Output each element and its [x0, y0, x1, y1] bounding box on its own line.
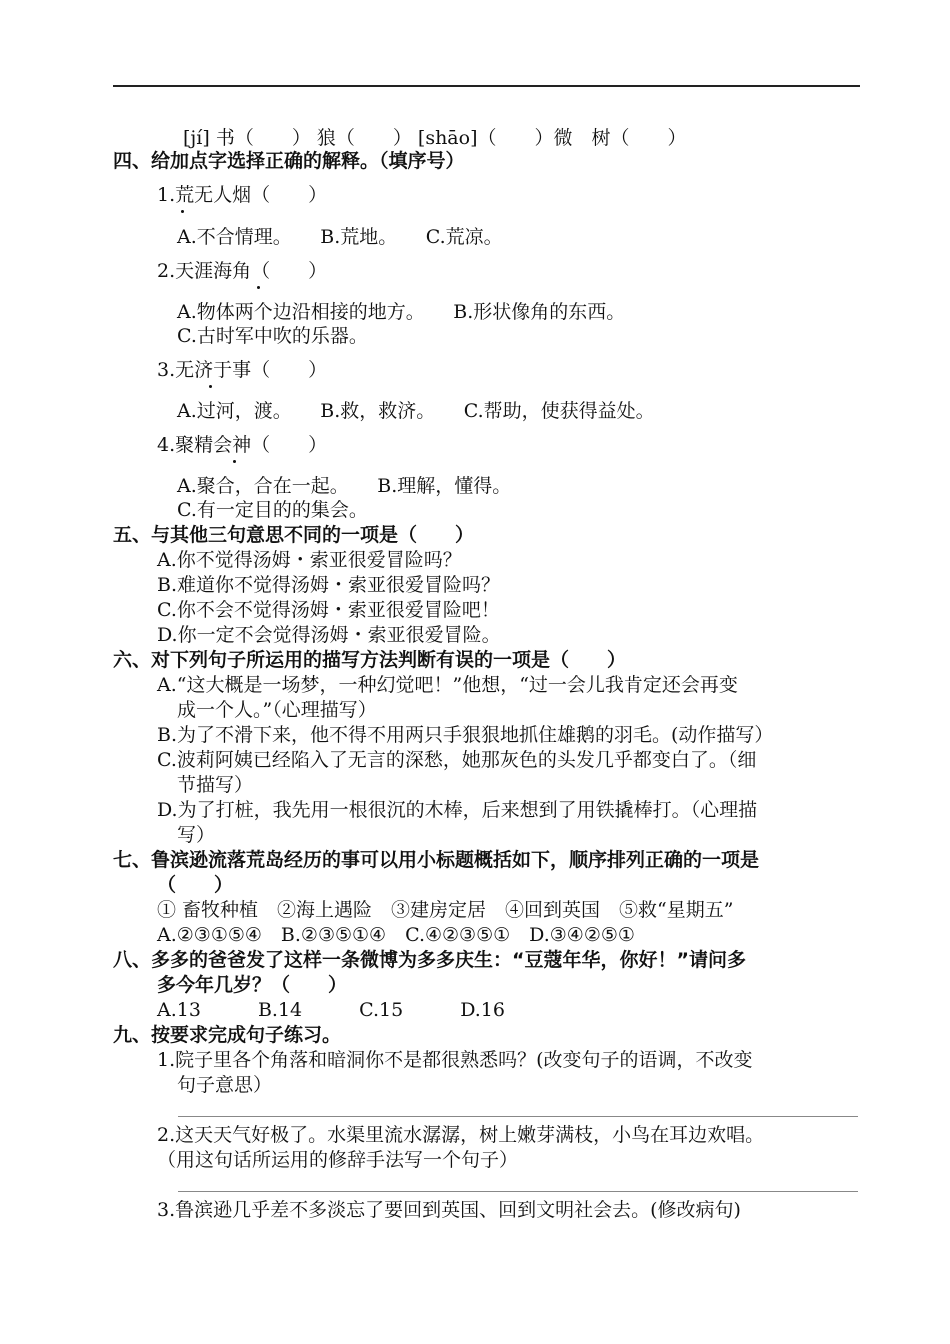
s4-q3-options: A.过河，渡。 B.救，救济。 C.帮助，使获得益处。: [177, 400, 655, 422]
section-4-title: 四、给加点字选择正确的解释。（填序号）: [113, 150, 465, 172]
s7-options: A.②③①⑤④ B.②③⑤①④ C.④②③⑤① D.③④②⑤①: [157, 924, 635, 946]
emphasis-dot: [257, 286, 260, 289]
section-6-title: 六、对下列句子所运用的描写方法判断有误的一项是（ ）: [113, 649, 627, 671]
s6-option-a-line1: A.“这大概是一场梦，一种幻觉吧！”他想，“过一会儿我肯定还会再变: [157, 674, 738, 696]
s5-option-a: A.你不觉得汤姆・索亚很爱冒险吗？: [157, 549, 462, 571]
s7-items: ① 畜牧种植 ②海上遇险 ③建房定居 ④回到英国 ⑤救“星期五”: [157, 899, 734, 921]
answer-line: [178, 1191, 858, 1192]
s4-q2-options-b: C.古时军中吹的乐器。: [177, 325, 368, 347]
s9-question-3: 3.鲁滨逊几乎差不多淡忘了要回到英国、回到文明社会去。(修改病句): [157, 1199, 741, 1221]
section-9-title: 九、按要求完成句子练习。: [113, 1024, 342, 1046]
section-5-title: 五、与其他三句意思不同的一项是（ ）: [113, 524, 475, 546]
s6-option-c-line2: 节描写）: [177, 774, 254, 796]
section-8-title-line1: 八、多多的爸爸发了这样一条微博为多多庆生：“豆蔻年华，你好！”请问多: [113, 949, 746, 971]
section-8-title-line2: 多今年几岁？（ ）: [157, 974, 348, 996]
s6-option-c-line1: C.波莉阿姨已经陷入了无言的深愁，她那灰色的头发几乎都变白了。（细: [157, 749, 757, 771]
s8-options: A.13 B.14 C.15 D.16: [157, 999, 505, 1021]
s9-question-1-line1: 1.院子里各个角落和暗洞你不是都很熟悉吗？(改变句子的语调，不改变: [157, 1049, 753, 1071]
section-7-title-line2: （ ）: [157, 874, 234, 896]
s5-option-b: B.难道你不觉得汤姆・索亚很爱冒险吗？: [157, 574, 501, 596]
s5-option-d: D.你一定不会觉得汤姆・索亚很爱冒险。: [157, 624, 501, 646]
pinyin-row: [jí] 书（ ） 狼（ ） [shāo]（ ）微 树（ ）: [183, 127, 687, 149]
s9-question-2-line1: 2.这天天气好极了。水渠里流水潺潺，树上嫩芽满枝，小鸟在耳边欢唱。: [157, 1124, 765, 1146]
s4-q1-options: A.不合情理。 B.荒地。 C.荒凉。: [177, 226, 503, 248]
s6-option-a-line2: 成一个人。”（心理描写）: [177, 699, 377, 721]
s9-question-2-line2: （用这句话所运用的修辞手法写一个句子）: [157, 1149, 519, 1171]
s4-question-3: 3.无济于事（ ）: [157, 359, 328, 381]
s6-option-d-line1: D.为了打桩，我先用一根很沉的木棒，后来想到了用铁撬棒打。（心理描: [157, 799, 758, 821]
s4-q4-options-a: A.聚合，合在一起。 B.理解，懂得。: [177, 475, 512, 497]
s4-q2-options-a: A.物体两个边沿相接的地方。 B.形状像角的东西。: [177, 301, 626, 323]
s9-question-1-line2: 句子意思）: [177, 1074, 273, 1096]
emphasis-dot: [233, 460, 236, 463]
header-rule: [113, 85, 860, 87]
s4-question-2: 2.天涯海角（ ）: [157, 260, 328, 282]
s4-q4-options-b: C.有一定目的的集会。: [177, 499, 368, 521]
answer-line: [178, 1116, 858, 1117]
s5-option-c: C.你不会不觉得汤姆・索亚很爱冒险吧！: [157, 599, 500, 621]
s4-question-4: 4.聚精会神（ ）: [157, 434, 328, 456]
s4-question-1: 1.荒无人烟（ ）: [157, 184, 328, 206]
emphasis-dot: [209, 385, 212, 388]
s6-option-d-line2: 写）: [177, 824, 216, 846]
emphasis-dot: [181, 210, 184, 213]
s6-option-b: B.为了不滑下来，他不得不用两只手狠狠地抓住雄鹅的羽毛。(动作描写）: [157, 724, 774, 746]
section-7-title-line1: 七、鲁滨逊流落荒岛经历的事可以用小标题概括如下，顺序排列正确的一项是: [113, 849, 760, 871]
